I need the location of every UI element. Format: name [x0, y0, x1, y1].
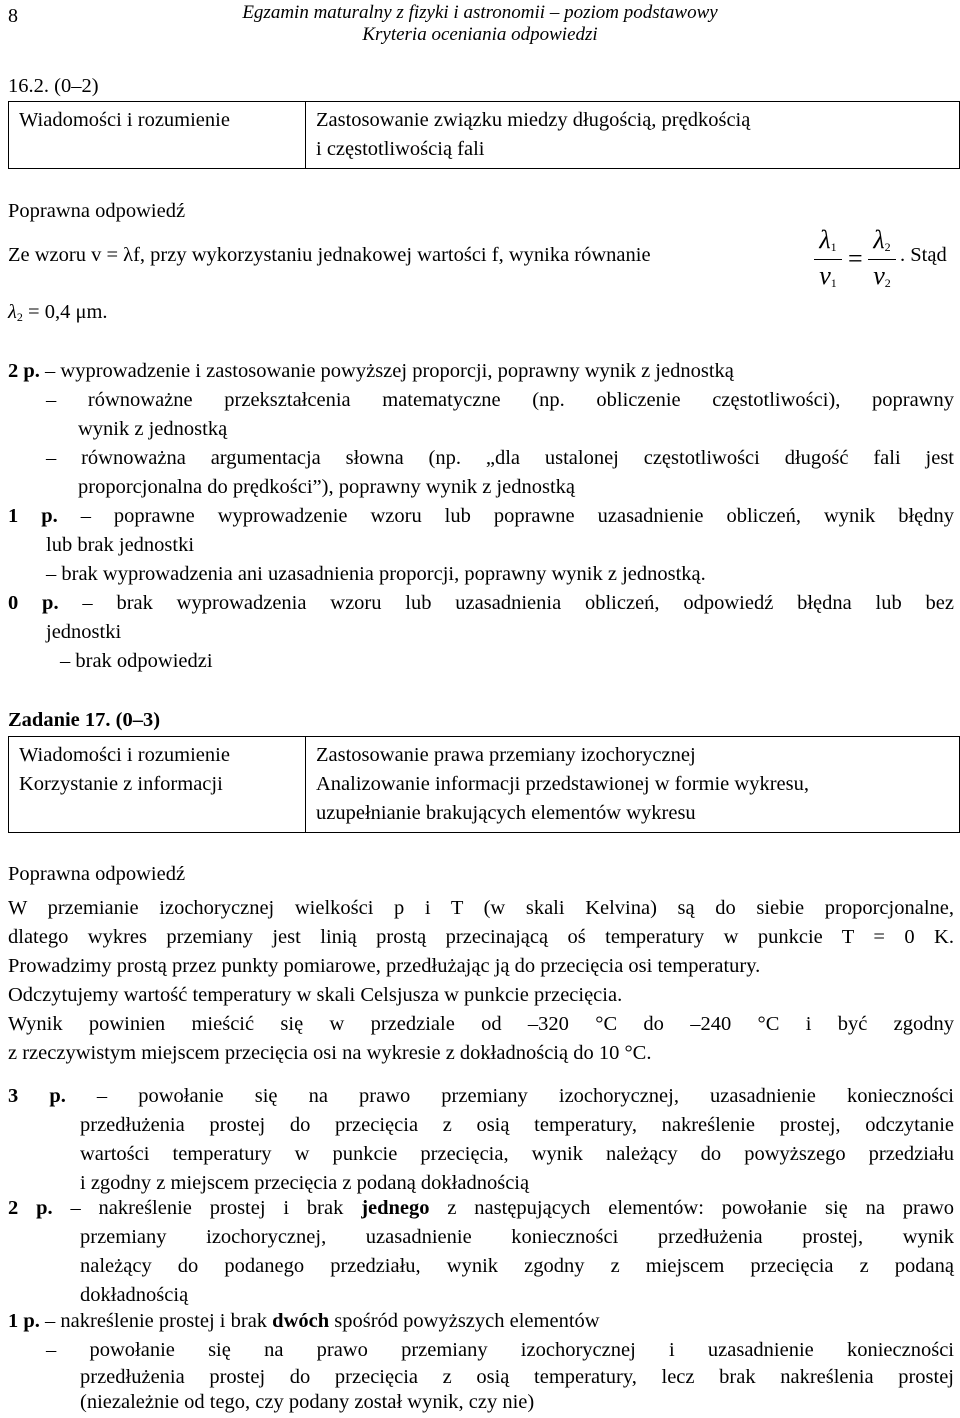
- fraction-2-denominator: $v_2$: [873, 261, 891, 290]
- scoring-2p-17: 2 p. – nakreślenie prostej i brak jednego z następujących elementów: powołanie się na prawo: [8, 1197, 954, 1219]
- page-number: 8: [8, 5, 18, 27]
- table-cell-category: Wiadomości i rozumienie: [9, 102, 306, 169]
- scoring-line: wynik z jednostką: [78, 418, 228, 440]
- stad-text: . Stąd: [900, 244, 947, 266]
- scoring-line: wartości temperatury w punkcie przecięcia, wynik należący do powyższego przedziału: [80, 1143, 954, 1165]
- scoring-line: przemiany izochorycznej, uzasadnienie konieczności przedłużenia prostej, wynik: [80, 1226, 954, 1248]
- scoring-0p: 0 p. – brak wyprowadzenia wzoru lub uzasadnienia obliczeń, odpowiedź błędna lub bez: [8, 592, 954, 614]
- scoring-line: – równoważne przekształcenia matematyczne (np. obliczenie częstotliwości), poprawny: [46, 389, 954, 411]
- task-17-requirements-table: [8, 736, 960, 833]
- answer-line: Prowadzimy prostą przez punkty pomiarowe, przedłużając ją do przecięcia osi temperatury.: [8, 955, 761, 977]
- task-16-2-requirements-table: [8, 101, 960, 169]
- scoring-line: przedłużenia prostej do przecięcia z osią temperatury, lecz brak nakreślenia prostej: [80, 1366, 954, 1388]
- result-line: $\lambda_2 = 0,4$ μm.: [8, 301, 108, 324]
- answer-heading-17: Poprawna odpowiedź: [8, 863, 186, 885]
- table-cell-category: Wiadomości i rozumienie Korzystanie z informacji: [9, 737, 306, 833]
- header-subtitle: Kryteria oceniania odpowiedzi: [362, 24, 598, 45]
- answer-heading-16-2: Poprawna odpowiedź: [8, 200, 186, 222]
- task-17-title: Zadanie 17. (0–3): [8, 709, 161, 731]
- equals-sign: =: [848, 244, 863, 273]
- scoring-line: lub brak jednostki: [46, 534, 195, 556]
- answer-line: dlatego wykres przemiany jest linią prostą przecinającą oś temperatury w punkcie T = 0 K.: [8, 926, 954, 948]
- scoring-line: – brak wyprowadzenia ani uzasadnienia proporcji, poprawny wynik z jednostką.: [46, 563, 706, 585]
- answer-line: Wynik powinien mieścić się w przedziale od –320 °C do –240 °C i być zgodny: [8, 1013, 954, 1035]
- scoring-1p-17: 1 p. – nakreślenie prostej i brak dwóch spośród powyższych elementów: [8, 1310, 600, 1332]
- answer-line: Odczytujemy wartość temperatury w skali Celsjusza w punkcie przecięcia.: [8, 984, 623, 1006]
- task-16-2-title: 16.2. (0–2): [8, 75, 99, 97]
- fraction-1-denominator: $v_1$: [819, 261, 837, 290]
- table-cell-requirement: Zastosowanie związku miedzy długością, prędkością i częstotliwością fali: [306, 102, 960, 169]
- answer-line: W przemianie izochorycznej wielkości p i T (w skali Kelvina) są do siebie proporcjonalne,: [8, 897, 954, 919]
- fraction-1-bar: [814, 259, 842, 260]
- scoring-line: należący do podanego przedziału, wynik zgodny z miejscem przecięcia z podaną: [80, 1255, 954, 1277]
- scoring-line: (niezależnie od tego, czy podany został wynik, czy nie): [80, 1391, 535, 1413]
- fraction-2-numerator: $\lambda_2$: [873, 225, 891, 254]
- scoring-line: dokładnością: [80, 1284, 189, 1306]
- fraction-1-numerator: $\lambda_1$: [819, 225, 837, 254]
- scoring-2p: 2 p. – wyprowadzenie i zastosowanie powyższej proporcji, poprawny wynik z jednostką: [8, 360, 734, 382]
- scoring-line: proporcjonalna do prędkości”), poprawny wynik z jednostką: [78, 476, 575, 498]
- table-cell-requirement: Zastosowanie prawa przemiany izochorycznej Analizowanie informacji przedstawionej w formie wykresu, uzupełnianie brakujących elementów wykresu: [306, 737, 960, 833]
- scoring-line: – powołanie się na prawo przemiany izochorycznej i uzasadnienie konieczności: [46, 1339, 954, 1361]
- scoring-1p: 1 p. – poprawne wyprowadzenie wzoru lub poprawne uzasadnienie obliczeń, wynik błędny: [8, 505, 954, 527]
- fraction-2-bar: [868, 259, 896, 260]
- answer-line: z rzeczywistym miejscem przecięcia osi na wykresie z dokładnością do 10 °C.: [8, 1042, 652, 1064]
- header-title: Egzamin maturalny z fizyki i astronomii – poziom podstawowy: [242, 2, 718, 23]
- scoring-line: – równoważna argumentacja słowna (np. „dla ustalonej częstotliwości długość fali jest: [46, 447, 954, 469]
- equation-text: Ze wzoru v = λf, przy wykorzystaniu jednakowej wartości f, wynika równanie: [8, 244, 651, 266]
- scoring-line: przedłużenia prostej do przecięcia z osią temperatury, nakreślenie prostej, odczytanie: [80, 1114, 954, 1136]
- scoring-line: jednostki: [46, 621, 122, 643]
- scoring-line: – brak odpowiedzi: [60, 650, 213, 672]
- scoring-3p: 3 p. – powołanie się na prawo przemiany izochorycznej, uzasadnienie konieczności: [8, 1085, 954, 1107]
- scoring-line: i zgodny z miejscem przecięcia z podaną dokładnością: [80, 1172, 530, 1194]
